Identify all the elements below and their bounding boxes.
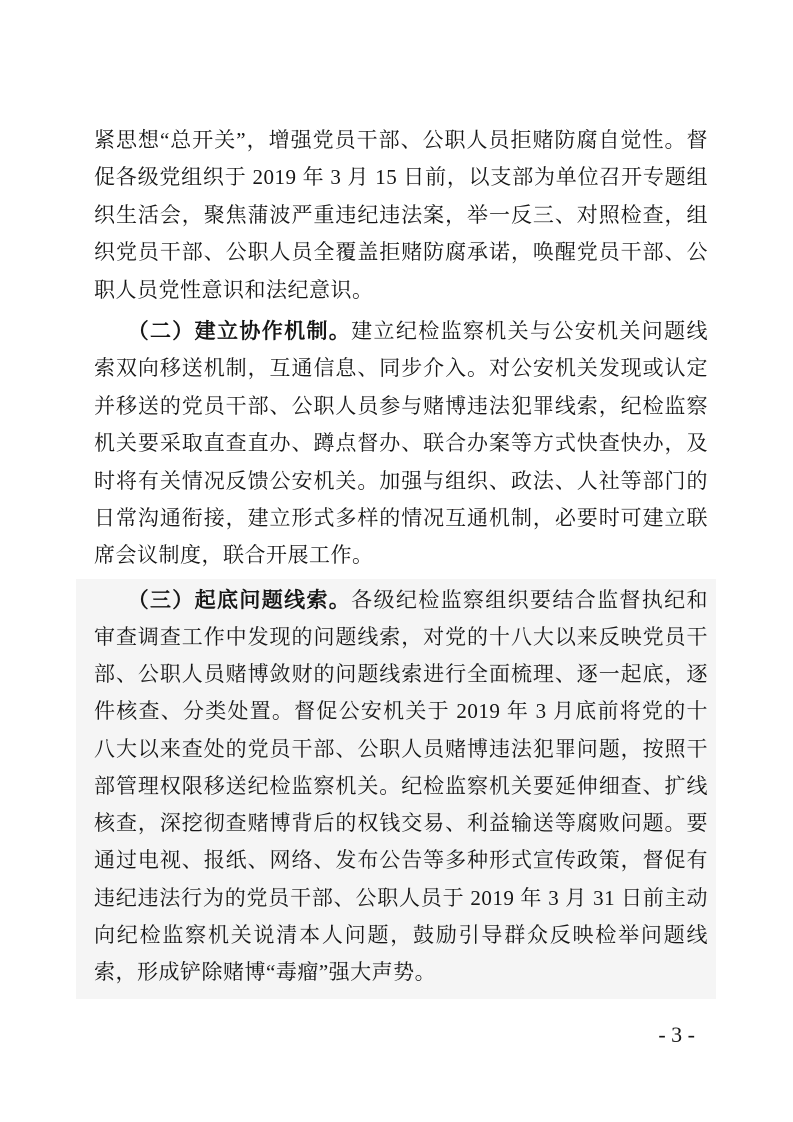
paragraph-section-three-highlighted bbox=[76, 579, 716, 999]
paragraph-section-two-text: 建立纪检监察机关与公安机关问题线索双向移送机制，互通信息、同步介入。对公安机关发现或认定并移送的党员干部、公职人员参与赌博违法犯罪线索，纪检监察机关要采取直查直办、蹲点督办、联合办案等方式快查快办，及时将有关情况反馈公安机关。加强与组织、政法、人社等部门的日常沟通衔接，建立形式多样的情况互通机制，必要时可建立联席会议制度，联合开展工作。 bbox=[94, 319, 708, 568]
section-three-heading: （三）起底问题线索。 bbox=[127, 587, 352, 612]
page-number: - 3 - bbox=[658, 1022, 695, 1047]
paragraph-continuation bbox=[94, 122, 708, 309]
paragraph-section-three-text: 各级纪检监察组织要结合监督执纪和审查调查工作中发现的问题线索，对党的十八大以来反映党员干部、公职人员赌博敛财的问题线索进行全面梳理、逐一起底，逐件核查、分类处置。督促公安机关于 2019 年 3 月底前将党的十八大以来查处的党员干部、公职人员赌博违法犯罪问题，按照干部管理权限移送纪检监察机关。纪检监察机关要延伸细查、扩线核查，深挖彻查赌博背后的权钱交易、利益输送等腐败问题。要通过电视、报纸、网络、发布公告等多种形式宣传政策，督促有违纪违法行为的党员干部、公职人员于 2019 年 3 月 31 日前主动向纪检监察机关说清本人问题，鼓励引导群众反映检举问题线索，形成铲除赌博“毒瘤”强大声势。 bbox=[94, 587, 708, 984]
paragraph-continuation-text: 紧思想“总开关”，增强党员干部、公职人员拒赌防腐自觉性。督促各级党组织于 2019 年 3 月 15 日前，以支部为单位召开专题组织生活会，聚焦蒲波严重违纪违法案，举一反三、对照检查，组织党员干部、公职人员全覆盖拒赌防腐承诺，唤醒党员干部、公职人员党性意识和法纪意识。 bbox=[94, 128, 708, 302]
paragraph-section-two bbox=[94, 313, 708, 575]
section-two-heading: （二）建立协作机制。 bbox=[127, 319, 352, 344]
document-body bbox=[94, 122, 708, 999]
